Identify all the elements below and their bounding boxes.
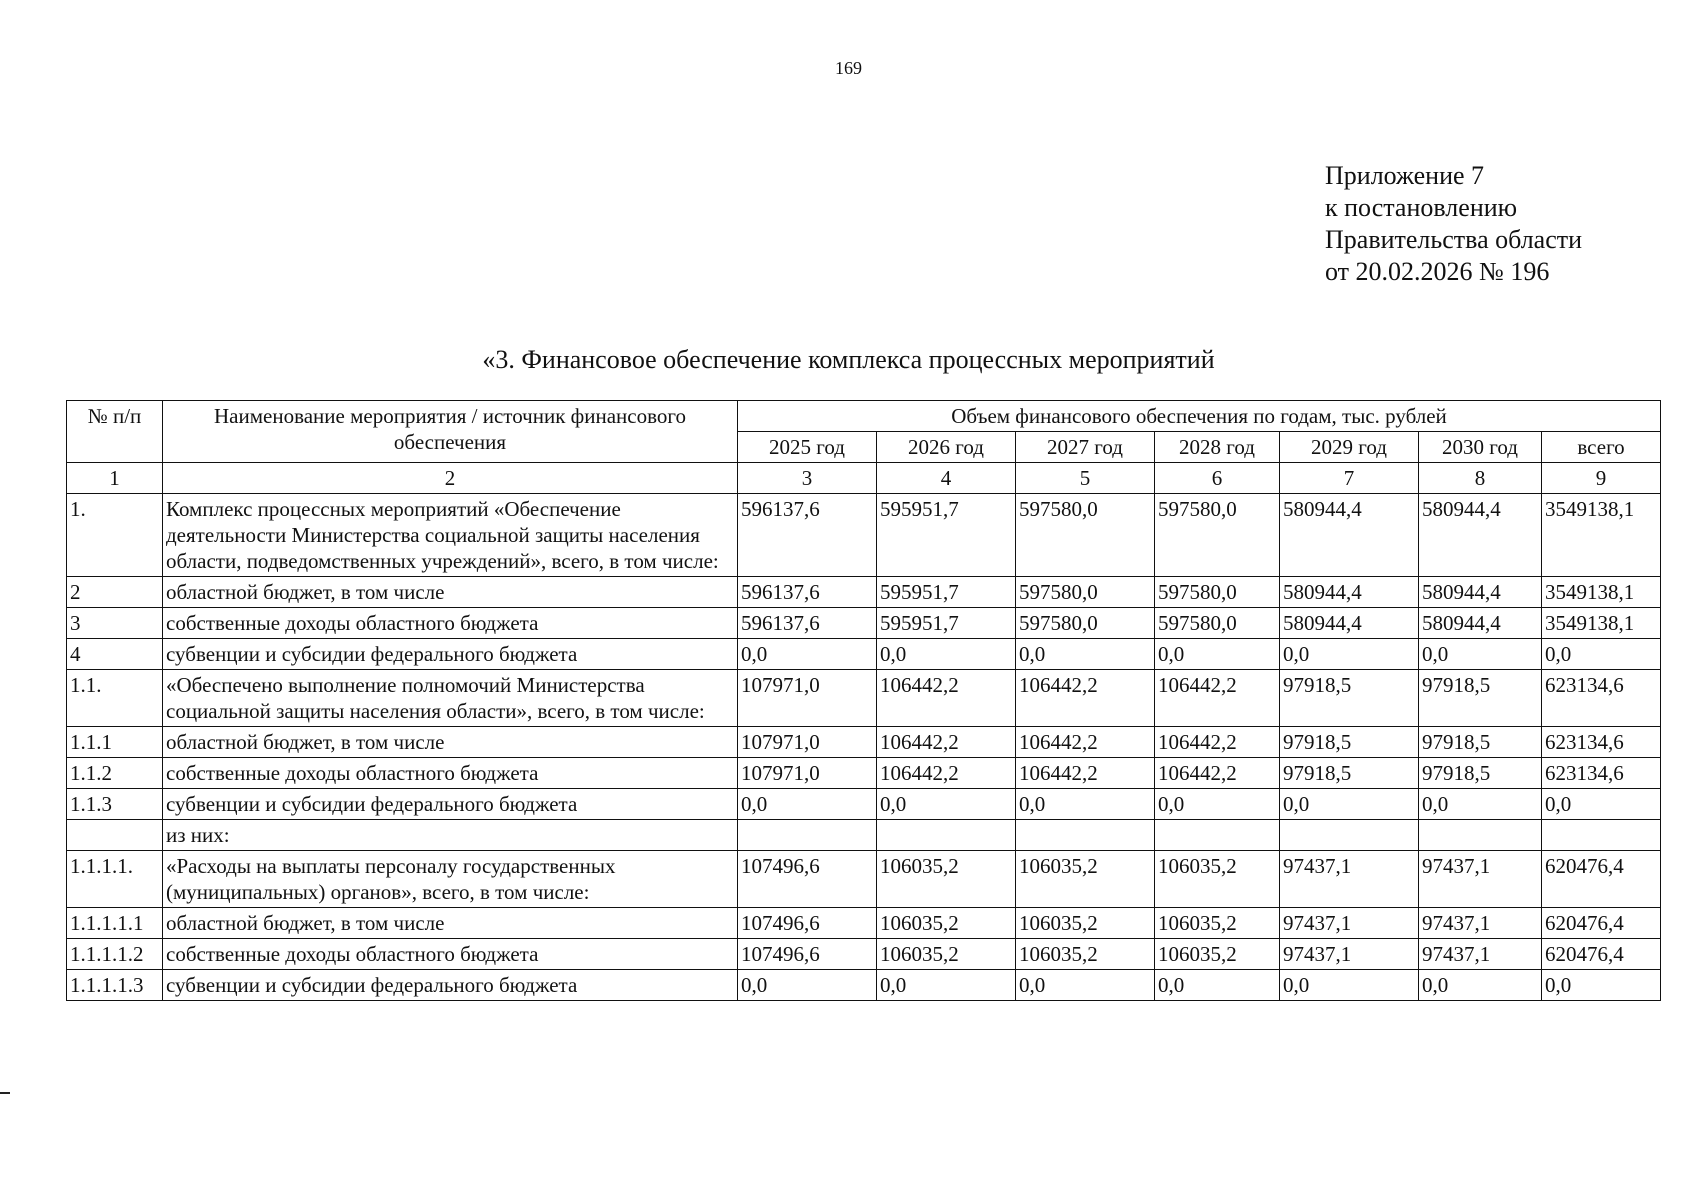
row-value: 3549138,1 [1542,577,1661,608]
row-value: 580944,4 [1280,577,1419,608]
row-value [877,820,1016,851]
row-name: «Обеспечено выполнение полномочий Министерства социальной защиты населения области», всего, в том числе: [163,670,738,727]
table-row [67,670,1661,727]
table-row [67,908,1661,939]
row-value: 107971,0 [738,670,877,727]
row-value: 623134,6 [1542,670,1661,727]
row-value: 0,0 [1419,970,1542,1001]
row-code: 2 [67,577,163,608]
row-value: 0,0 [1016,639,1155,670]
header-financing-group: Объем финансового обеспечения по годам, тыс. рублей [738,401,1661,432]
row-value: 106035,2 [877,851,1016,908]
row-value: 597580,0 [1155,608,1280,639]
row-value: 97437,1 [1419,908,1542,939]
row-value: 0,0 [877,639,1016,670]
financing-table [66,400,1661,1001]
row-name: областной бюджет, в том числе [163,908,738,939]
header-year: 2030 год [1419,432,1542,463]
page-number: 169 [835,58,862,78]
row-value: 0,0 [1155,639,1280,670]
section-title: «3. Финансовое обеспечение комплекса процессных мероприятий [482,345,1215,374]
row-value: 97437,1 [1280,939,1419,970]
row-value: 107971,0 [738,758,877,789]
row-value: 0,0 [1542,789,1661,820]
row-code: 1.1.1.1. [67,851,163,908]
column-number: 4 [877,463,1016,494]
row-name: областной бюджет, в том числе [163,577,738,608]
row-value: 0,0 [1280,970,1419,1001]
table-row [67,820,1661,851]
row-value: 0,0 [1419,789,1542,820]
row-value: 595951,7 [877,608,1016,639]
row-value: 580944,4 [1419,494,1542,577]
header-year: 2027 год [1016,432,1155,463]
table-row [67,851,1661,908]
row-code: 1.1.2 [67,758,163,789]
row-value: 0,0 [1155,789,1280,820]
row-value: 106442,2 [1016,727,1155,758]
row-value: 597580,0 [1016,494,1155,577]
row-value: 0,0 [1542,639,1661,670]
row-value [1155,820,1280,851]
table-row [67,639,1661,670]
row-code: 1. [67,494,163,577]
row-value: 620476,4 [1542,939,1661,970]
row-value: 106035,2 [877,908,1016,939]
row-value: 0,0 [1280,639,1419,670]
row-value: 106442,2 [877,670,1016,727]
row-value: 3549138,1 [1542,608,1661,639]
row-value: 597580,0 [1155,577,1280,608]
appendix-line: Приложение 7 [1325,161,1485,190]
row-value [1419,820,1542,851]
row-value: 0,0 [1016,970,1155,1001]
row-value: 106442,2 [1155,670,1280,727]
row-value: 97918,5 [1280,670,1419,727]
row-value [1542,820,1661,851]
header-number: № п/п [67,401,163,463]
row-value: 97437,1 [1280,908,1419,939]
row-value: 106442,2 [877,727,1016,758]
row-value: 106442,2 [1155,727,1280,758]
header-year: 2028 год [1155,432,1280,463]
row-value: 597580,0 [1155,494,1280,577]
row-value: 0,0 [877,789,1016,820]
table-row [67,970,1661,1001]
column-number: 7 [1280,463,1419,494]
row-code: 1.1.3 [67,789,163,820]
row-name: «Расходы на выплаты персоналу государственных (муниципальных) органов», всего, в том числе: [163,851,738,908]
row-name: областной бюджет, в том числе [163,727,738,758]
table-row [67,494,1661,577]
header-name: Наименование мероприятия / источник финансового обеспечения [163,401,738,463]
row-value: 580944,4 [1419,608,1542,639]
row-value: 0,0 [738,970,877,1001]
row-value: 0,0 [1542,970,1661,1001]
row-value: 0,0 [738,789,877,820]
row-value: 97437,1 [1419,939,1542,970]
row-value: 106035,2 [1016,939,1155,970]
row-value: 596137,6 [738,608,877,639]
row-value: 580944,4 [1419,577,1542,608]
margin-mark [0,1092,10,1094]
row-code: 3 [67,608,163,639]
row-value: 107971,0 [738,727,877,758]
row-value: 106442,2 [1016,758,1155,789]
row-value: 623134,6 [1542,727,1661,758]
row-value: 106035,2 [877,939,1016,970]
header-year: 2026 год [877,432,1016,463]
row-code: 1.1. [67,670,163,727]
row-value [738,820,877,851]
row-name: субвенции и субсидии федерального бюджета [163,789,738,820]
row-value: 0,0 [1016,789,1155,820]
row-value: 97918,5 [1419,670,1542,727]
row-value: 580944,4 [1280,494,1419,577]
row-value: 97918,5 [1419,758,1542,789]
table-row [67,758,1661,789]
row-value: 0,0 [877,970,1016,1001]
row-code: 1.1.1.1.1 [67,908,163,939]
row-name: субвенции и субсидии федерального бюджета [163,639,738,670]
row-name: Комплекс процессных мероприятий «Обеспечение деятельности Министерства социальной защиты населения области, подведомственных учреждений», всего, в том числе: [163,494,738,577]
row-value: 0,0 [738,639,877,670]
row-value: 106035,2 [1155,851,1280,908]
row-name: собственные доходы областного бюджета [163,939,738,970]
row-value: 595951,7 [877,494,1016,577]
table-row [67,727,1661,758]
row-value: 580944,4 [1280,608,1419,639]
row-value: 97918,5 [1280,727,1419,758]
header-year: 2025 год [738,432,877,463]
row-value: 107496,6 [738,908,877,939]
row-value: 97918,5 [1419,727,1542,758]
row-value: 597580,0 [1016,608,1155,639]
row-value: 596137,6 [738,577,877,608]
row-value: 597580,0 [1016,577,1155,608]
row-name: собственные доходы областного бюджета [163,608,738,639]
row-code: 1.1.1 [67,727,163,758]
column-number: 8 [1419,463,1542,494]
row-value: 106442,2 [877,758,1016,789]
table-row [67,939,1661,970]
row-name: из них: [163,820,738,851]
row-value: 97437,1 [1419,851,1542,908]
row-value: 107496,6 [738,939,877,970]
appendix-line: к постановлению [1325,193,1518,222]
row-code: 1.1.1.1.3 [67,970,163,1001]
row-value: 97918,5 [1280,758,1419,789]
row-value: 623134,6 [1542,758,1661,789]
row-value: 0,0 [1419,639,1542,670]
row-value: 0,0 [1280,789,1419,820]
row-value: 106442,2 [1155,758,1280,789]
header-year: 2029 год [1280,432,1419,463]
row-value: 620476,4 [1542,908,1661,939]
table-row [67,608,1661,639]
table-row [67,789,1661,820]
table-row [67,577,1661,608]
header-year: всего [1542,432,1661,463]
column-number: 5 [1016,463,1155,494]
row-value: 595951,7 [877,577,1016,608]
row-code: 1.1.1.1.2 [67,939,163,970]
row-code [67,820,163,851]
column-number: 1 [67,463,163,494]
row-value: 107496,6 [738,851,877,908]
row-name: собственные доходы областного бюджета [163,758,738,789]
row-value: 596137,6 [738,494,877,577]
column-number: 3 [738,463,877,494]
appendix-line: Правительства области [1325,225,1583,254]
row-value: 0,0 [1155,970,1280,1001]
row-value [1280,820,1419,851]
row-value: 97437,1 [1280,851,1419,908]
row-name: субвенции и субсидии федерального бюджета [163,970,738,1001]
row-value: 106035,2 [1016,851,1155,908]
row-value: 620476,4 [1542,851,1661,908]
row-value: 106035,2 [1016,908,1155,939]
row-value: 106035,2 [1155,908,1280,939]
row-code: 4 [67,639,163,670]
column-number: 6 [1155,463,1280,494]
column-number: 9 [1542,463,1661,494]
appendix-line: от 20.02.2026 № 196 [1325,257,1550,286]
appendix-block [1325,160,1582,288]
column-number: 2 [163,463,738,494]
row-value: 106035,2 [1155,939,1280,970]
row-value: 106442,2 [1016,670,1155,727]
row-value [1016,820,1155,851]
row-value: 3549138,1 [1542,494,1661,577]
